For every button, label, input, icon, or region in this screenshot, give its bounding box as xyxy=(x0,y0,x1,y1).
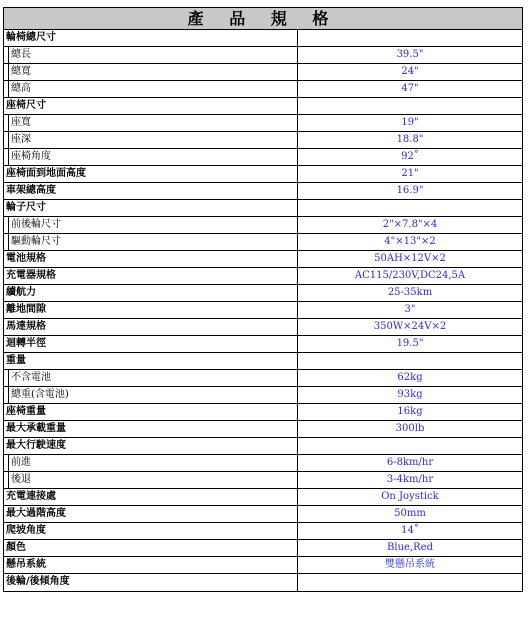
spec-value: Blue,Red xyxy=(387,542,433,553)
table-row xyxy=(4,489,522,506)
spec-value: 19.5" xyxy=(396,338,424,349)
spec-value: 300lb xyxy=(395,423,425,434)
table-row xyxy=(4,149,522,166)
spec-value: 18.8" xyxy=(396,134,424,145)
table-row xyxy=(4,472,522,489)
spec-value xyxy=(298,438,522,454)
spec-label: 後輪/後傾角度 xyxy=(4,574,298,591)
spec-label: 座椅角度 xyxy=(4,149,298,165)
spec-label: 充電器規格 xyxy=(4,268,298,284)
spec-value: 50mm xyxy=(394,508,426,519)
spec-value xyxy=(298,353,522,369)
table-row xyxy=(4,251,522,268)
table-row xyxy=(4,166,522,183)
spec-value: On Joystick xyxy=(381,491,439,502)
table-row xyxy=(4,557,522,574)
spec-label: 重量 xyxy=(4,353,298,369)
spec-label: 車架總高度 xyxy=(4,183,298,199)
table-row xyxy=(4,336,522,353)
spec-value: 16kg xyxy=(397,406,423,417)
spec-label: 座寬 xyxy=(4,115,298,131)
table-row xyxy=(4,217,522,234)
spec-value: 350W×24V×2 xyxy=(373,321,447,332)
spec-rows xyxy=(4,30,522,591)
spec-value: 21" xyxy=(401,168,419,179)
spec-label: 總高 xyxy=(4,81,298,97)
spec-label: 充電連接處 xyxy=(4,489,298,505)
table-row xyxy=(4,234,522,251)
spec-label: 最大承載重量 xyxy=(4,421,298,437)
spec-value: 3-4km/hr xyxy=(386,474,434,485)
spec-value xyxy=(298,30,522,46)
spec-label: 迴轉半徑 xyxy=(4,336,298,352)
table-row xyxy=(4,455,522,472)
spec-value: 16.9" xyxy=(396,185,424,196)
table-row xyxy=(4,98,522,115)
table-row xyxy=(4,183,522,200)
spec-label: 懸吊系統 xyxy=(4,557,298,573)
spec-label: 顏色 xyxy=(4,540,298,556)
table-row xyxy=(4,370,522,387)
spec-label: 後退 xyxy=(4,472,298,488)
table-row xyxy=(4,302,522,319)
table-row xyxy=(4,574,522,591)
spec-value: 50AH×12V×2 xyxy=(374,253,446,264)
spec-value: 14˚ xyxy=(401,525,419,536)
spec-label: 電池規格 xyxy=(4,251,298,267)
spec-value: 24" xyxy=(401,66,419,77)
table-row xyxy=(4,506,522,523)
spec-label: 離地間隙 xyxy=(4,302,298,318)
spec-label: 不含電池 xyxy=(4,370,298,386)
table-row xyxy=(4,438,522,455)
spec-value: 25-35km xyxy=(387,287,433,298)
spec-label: 爬坡角度 xyxy=(4,523,298,539)
spec-value: AC115/230V,DC24,5A xyxy=(354,270,466,281)
table-row xyxy=(4,64,522,81)
table-row xyxy=(4,200,522,217)
spec-label: 總長 xyxy=(4,47,298,63)
spec-label: 輪子尺寸 xyxy=(4,200,298,216)
spec-value: 93kg xyxy=(397,389,423,400)
spec-label: 座椅面到地面高度 xyxy=(4,166,298,182)
table-row xyxy=(4,81,522,98)
spec-value xyxy=(298,200,522,216)
spec-label: 最大行駛速度 xyxy=(4,438,298,454)
table-row xyxy=(4,319,522,336)
table-row xyxy=(4,523,522,540)
spec-label: 輪椅總尺寸 xyxy=(4,30,298,46)
spec-value: 雙懸吊系統 xyxy=(385,559,435,570)
spec-value: 62kg xyxy=(397,372,423,383)
spec-label: 續航力 xyxy=(4,285,298,301)
spec-value: 92˚ xyxy=(401,151,419,162)
spec-label: 座椅重量 xyxy=(4,404,298,420)
spec-value xyxy=(298,574,522,591)
spec-label: 總寬 xyxy=(4,64,298,80)
spec-value: 39.5" xyxy=(396,49,424,60)
spec-label: 驅動輪尺寸 xyxy=(4,234,298,250)
table-row xyxy=(4,268,522,285)
spec-value: 6-8km/hr xyxy=(386,457,434,468)
spec-value: 4"×13"×2 xyxy=(384,236,436,247)
table-row xyxy=(4,421,522,438)
spec-value: 47" xyxy=(401,83,419,94)
spec-label: 前進 xyxy=(4,455,298,471)
spec-label: 總重(含電池) xyxy=(4,387,298,403)
spec-value: 2"×7.8"×4 xyxy=(382,219,438,230)
spec-value: 19" xyxy=(401,117,419,128)
table-row xyxy=(4,132,522,149)
table-row xyxy=(4,285,522,302)
spec-label: 最大過階高度 xyxy=(4,506,298,522)
spec-label: 座椅尺寸 xyxy=(4,98,298,114)
spec-value xyxy=(298,98,522,114)
spec-label: 馬達規格 xyxy=(4,319,298,335)
spec-value: 3" xyxy=(404,304,416,315)
table-row xyxy=(4,540,522,557)
table-row xyxy=(4,404,522,421)
table-row xyxy=(4,47,522,64)
table-row xyxy=(4,115,522,132)
spec-table xyxy=(3,7,523,592)
spec-label: 座深 xyxy=(4,132,298,148)
table-row xyxy=(4,353,522,370)
spec-label: 前後輪尺寸 xyxy=(4,217,298,233)
table-row xyxy=(4,30,522,47)
table-row xyxy=(4,387,522,404)
table-title: 產 品 規 格 xyxy=(4,8,522,30)
